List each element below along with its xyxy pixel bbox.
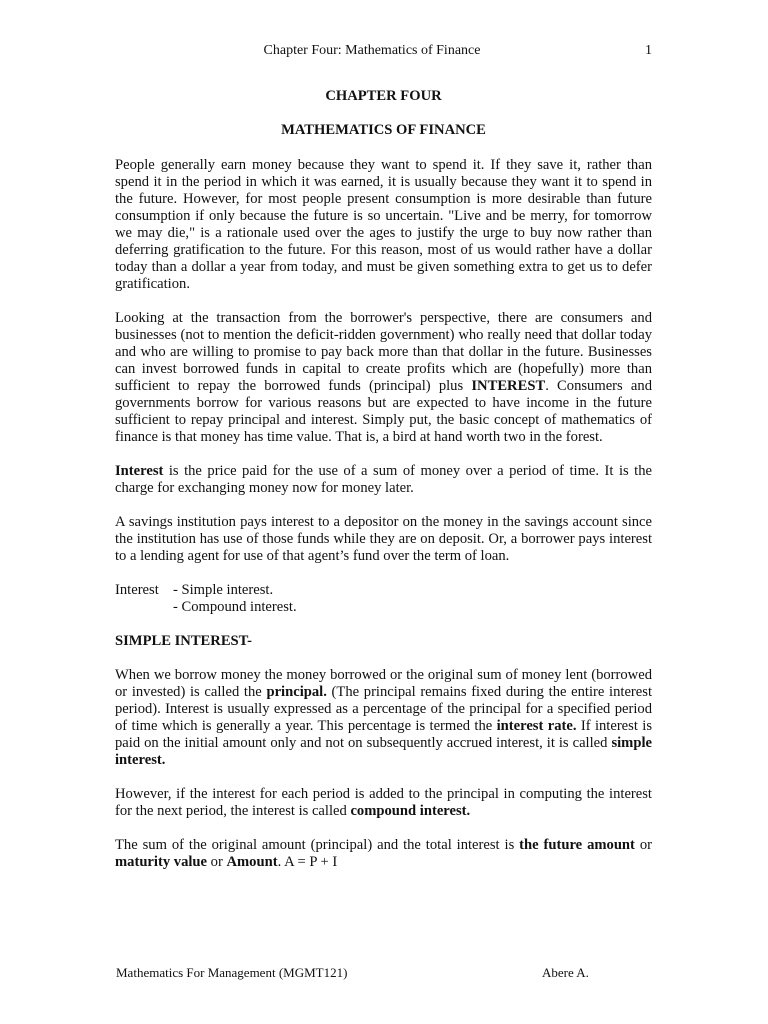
text-span: . Consumers and governments borrow for various reasons but are expected to have income in the future sufficient to repay principal and interest. Simply put, the basic concept of mathematics of finance is that money has time value. That is, a bird at hand worth two in the forest. — [115, 378, 652, 445]
paragraph-borrower — [115, 310, 652, 446]
bold-term: interest rate. — [496, 718, 577, 734]
text-span: or — [207, 854, 227, 870]
paragraph-interest-definition — [115, 463, 652, 497]
paragraph-simple-interest — [115, 667, 652, 769]
bold-term: maturity value — [115, 854, 208, 870]
text-span: (The principal remains fixed during the entire interest period). Interest is usually expressed as a percentage of the principal for a specified period of time which is generally a year. This percentage is termed the — [115, 684, 652, 734]
paragraph-intro: People generally earn money because they want to spend it. If they save it, rather than spend it in the period in which it was earned, it is usually because they want it to spend in the future. However, for most people present consumption is more desirable than future consumption if only because the future is so uncertain. "Live and be merry, for tomorrow we may die," is a rationale used over the ages to justify the urge to buy now rather than deferring gratification to the future. For this reason, most of us would rather have a dollar today than a dollar a year from today, and must be given something extra to get us to defer gratification. — [115, 157, 652, 292]
header-title: Chapter Four: Mathematics of Finance — [263, 43, 481, 58]
bold-term: compound interest. — [350, 803, 471, 819]
bold-term: principal. — [266, 684, 327, 700]
text-span: is the price paid for the use of a sum of money over a period of time. It is the charge for exchanging money now for money later. — [115, 463, 652, 496]
bold-term: INTEREST — [471, 378, 546, 394]
paragraph-future-amount — [115, 837, 652, 871]
page-number: 1 — [645, 43, 652, 58]
list-item — [115, 599, 652, 616]
text-span: Looking at the transaction from the borrower's perspective, there are consumers and businesses (not to mention the deficit-ridden government) who really need that dollar today and who are willing to promise to pay back more than that dollar in the future. Businesses can invest borrowed funds in capital to create profits which are (hopefully) more than sufficient to repay the borrowed funds (principal) plus — [115, 310, 652, 394]
text-span: However, if the interest for each period is added to the principal in computing the interest for the next period, the interest is called — [115, 786, 652, 819]
interest-types-label: Interest — [115, 582, 159, 598]
bold-term: simple interest. — [115, 735, 652, 768]
paragraph-compound-interest — [115, 786, 652, 820]
list-item — [115, 582, 652, 599]
text-span: If interest is paid on the initial amount only and not on subsequently accrued interest, it is called — [115, 718, 653, 751]
bold-term: Amount — [226, 854, 278, 870]
text-span: The sum of the original amount (principal) and the total interest is — [115, 837, 520, 853]
chapter-title: MATHEMATICS OF FINANCE — [281, 122, 486, 138]
bold-term: Interest — [115, 463, 164, 479]
text-span: or — [634, 837, 652, 853]
chapter-label: CHAPTER FOUR — [325, 88, 442, 104]
bold-term: the future amount — [519, 837, 635, 853]
footer-course: Mathematics For Management (MGMT121) — [116, 965, 348, 980]
list-item-text: - Compound interest. — [173, 599, 297, 615]
footer-author: Abere A. — [542, 965, 589, 980]
text-span: When we borrow money the money borrowed or the original sum of money lent (borrowed or invested) is called the — [115, 667, 652, 700]
paragraph-savings: A savings institution pays interest to a depositor on the money in the savings account since the institution has use of those funds while they are on deposit. Or, a borrower pays interest to a lending agent for use of that agent’s fund over the term of loan. — [115, 514, 652, 564]
formula-text: . A = P + I — [277, 854, 338, 870]
main-content — [115, 88, 652, 871]
section-heading: SIMPLE INTEREST- — [115, 633, 252, 649]
indent-spacer — [115, 599, 173, 616]
list-item-text: - Simple interest. — [173, 582, 274, 598]
interest-types-list — [115, 582, 652, 616]
